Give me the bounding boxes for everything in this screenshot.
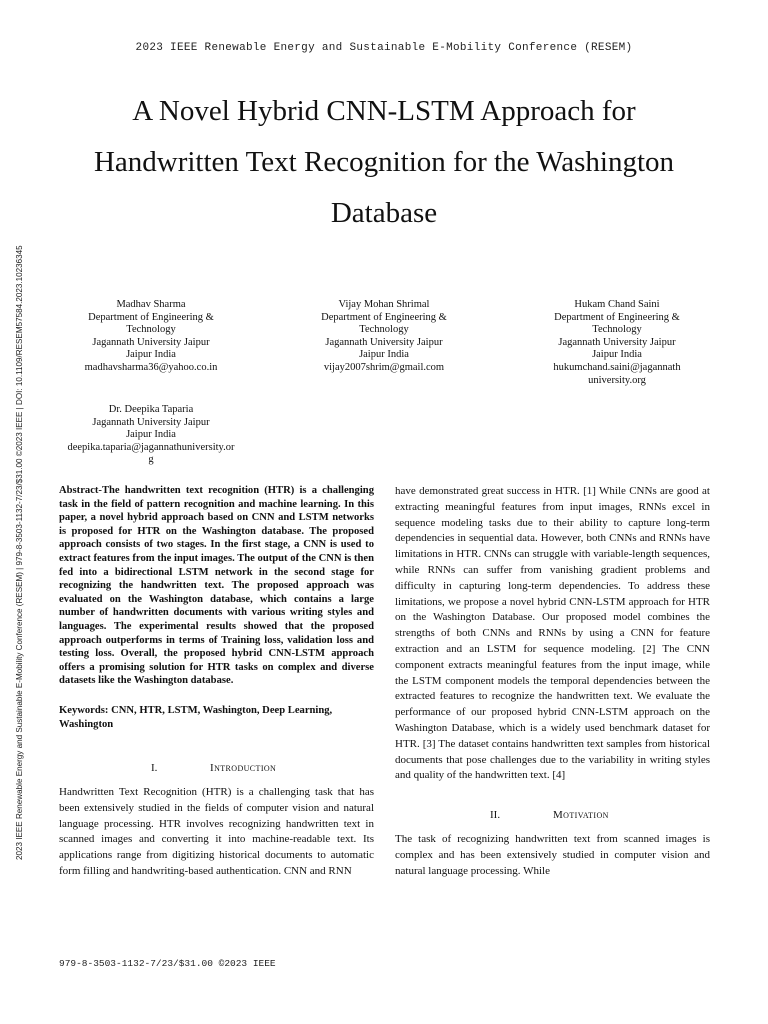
left-column — [59, 484, 374, 880]
author-name: Madhav Sharma — [116, 299, 186, 310]
author-email: vijay2007shrim@gmail.com — [323, 361, 445, 373]
paper-title — [60, 86, 708, 239]
author-affiliation: Technology — [359, 324, 409, 336]
author-name: Hukam Chand Saini — [574, 299, 660, 310]
author-email: deepika.taparia@jagannathuniversity.or — [67, 441, 235, 453]
introduction-text: Handwritten Text Recognition (HTR) is a challenging task that has been extensively studied in the fields of computer vision and natural language processing. HTR involves recognizing handwritten text in scanned images and converting it into machine-readable text. Its applications range from digitizing historical documents to automatic form filling and handwriting-based authentication. CNN and RNN — [59, 786, 374, 878]
author-location: Jaipur India — [126, 429, 176, 441]
motivation-text: The task of recognizing handwritten text from scanned images is complex and has been extensively studied in computer vision and natural language processing. While — [395, 833, 710, 877]
author-block-4 — [56, 404, 246, 467]
abstract: Abstract-The handwritten text recognition (HTR) is a challenging task in the field of pattern recognition and machine learning. In this paper, a novel hybrid approach based on CNN and LSTM networks is proposed for HTR on the Washington database. The proposed approach consists of two stages. In the first stage, a CNN is used to extract features from the input images. The output of the CNN is then fed into a bidirectional LSTM network in the second stage for recognizing the handwritten text. The proposed approach was evaluated on the Washington database, which contains a large number of handwritten documents with various writing styles and languages. The experimental results showed that the proposed approach outperforms in terms of Training loss, validation loss and testing loss. Overall, the proposed hybrid CNN-LSTM approach offers a promising solution for HTR tasks on complex and diverse datasets like the Washington database. — [59, 485, 374, 687]
section-number: I. — [151, 762, 158, 775]
side-citation-text: 2023 IEEE Renewable Energy and Sustainable E-Mobility Conference (RESEM) | 979-8-3503-1132-7/23/$31.00 ©2023 IEEE | DOI: 10.1109/RESEM57584.2023.10236345 — [15, 245, 24, 860]
conference-header: 2023 IEEE Renewable Energy and Sustainable E-Mobility Conference (RESEM) — [135, 42, 633, 54]
author-location: Jaipur India — [592, 349, 642, 361]
author-block-2 — [289, 299, 479, 375]
author-affiliation: Technology — [126, 324, 176, 336]
section-title: Motivation — [553, 809, 609, 822]
section-heading-motivation — [395, 808, 710, 824]
title-line: Database — [330, 197, 438, 229]
footer-copyright: 979-8-3503-1132-7/23/$31.00 ©2023 IEEE — [59, 958, 276, 969]
section-title: Introduction — [210, 762, 277, 775]
author-name: Vijay Mohan Shrimal — [338, 299, 430, 310]
author-affiliation: Department of Engineering & — [321, 311, 447, 323]
author-email: hukumchand.saini@jagannath — [553, 361, 681, 373]
author-block-3 — [522, 299, 712, 387]
author-affiliation: Department of Engineering & — [554, 311, 680, 323]
author-block-1 — [56, 299, 246, 375]
author-affiliation: Department of Engineering & — [88, 311, 214, 323]
author-email: university.org — [588, 374, 646, 386]
right-column — [395, 484, 710, 880]
author-email: g — [148, 454, 154, 466]
author-location: Jaipur India — [359, 349, 409, 361]
author-university: Jagannath University Jaipur — [92, 336, 210, 348]
keywords: Keywords: CNN, HTR, LSTM, Washington, Deep Learning, Washington — [59, 704, 333, 730]
side-citation-strip — [14, 172, 28, 860]
title-line: Handwritten Text Recognition for the Washington — [93, 146, 675, 178]
author-university: Jagannath University Jaipur — [92, 416, 210, 428]
author-email: madhavsharma36@yahoo.co.in — [84, 361, 218, 373]
author-university: Jagannath University Jaipur — [325, 336, 443, 348]
author-affiliation: Technology — [592, 324, 642, 336]
title-line: A Novel Hybrid CNN-LSTM Approach for — [132, 95, 636, 127]
author-location: Jaipur India — [126, 349, 176, 361]
introduction-text-continued: have demonstrated great success in HTR. [1] While CNNs are good at extracting meaningful features from input images, RNNs excel in sequence modeling tasks due to their ability to capture long-term dependencies in sequential data. However, both CNNs and RNNs have limitations in HTR. CNNs can struggle with variable-length sequences, while RNNs can suffer from vanishing gradient problems and difficulty in capturing long-term dependencies. To address these limitations, we propose a novel hybrid CNN-LSTM approach for HTR on the Washington Database. Our proposed model combines the strengths of both CNNs and RNNs by using a CNN for feature extraction and an LSTM for sequence modeling. [2] The CNN component extracts meaningful features from the input image, while the LSTM component models the temporal dependencies between the extracted features to recognize the handwritten text. We evaluate the performance of our proposed hybrid CNN-LSTM approach on the Washington Database, which is a widely used benchmark dataset for HTR. [3] The dataset contains handwritten text samples from historical documents that pose challenges due to the variability in writing styles and quality of the handwritten text. [4] — [395, 485, 710, 782]
section-number: II. — [490, 809, 501, 822]
section-heading-introduction — [59, 761, 374, 777]
author-name: Dr. Deepika Taparia — [108, 404, 194, 415]
author-university: Jagannath University Jaipur — [558, 336, 676, 348]
